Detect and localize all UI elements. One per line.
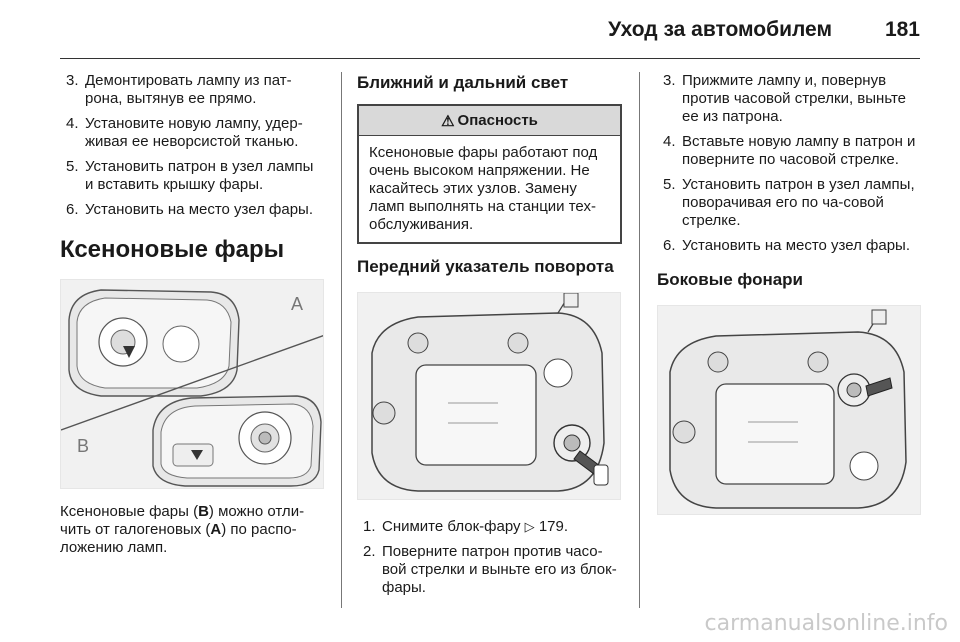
turn-signal-figure — [357, 292, 621, 500]
list-item: 4. Вставьте новую лампу в патрон и поверните по часовой стрелке. — [663, 133, 916, 168]
list-item: 3. Демонтировать лампу из пат-рона, вытянув ее прямо. — [66, 72, 292, 107]
xenon-heading: Ксеноновые фары — [60, 236, 285, 263]
low-high-beam-heading: Ближний и дальний свет — [357, 73, 569, 92]
list-item: 6. Установить на место узел фары. — [663, 237, 911, 254]
turn-signal-heading: Передний указатель поворота — [357, 257, 614, 276]
watermark: carmanualsonline.info — [704, 611, 948, 636]
danger-box — [357, 104, 622, 244]
list-item: 4. Установите новую лампу, удер-живая ее неворсистой тканью. — [66, 115, 303, 150]
side-lights-figure — [657, 305, 921, 515]
xenon-steps-list — [60, 72, 324, 219]
turn-signal-steps-list — [357, 518, 622, 597]
headlamp-comparison-figure — [60, 279, 324, 489]
warning-triangle-icon: ⚠ — [441, 112, 455, 130]
headlamp-illustration — [61, 280, 324, 489]
turn-signal-steps-continued — [657, 72, 922, 255]
turn-signal-illustration — [358, 293, 621, 500]
column-divider-1 — [341, 72, 342, 608]
cross-reference-icon[interactable]: ▷ — [524, 519, 535, 534]
page-number: 181 — [884, 18, 920, 41]
section-title: Уход за автомобилем — [608, 18, 832, 41]
page-reference[interactable]: 179. — [538, 518, 569, 535]
list-item: 5. Установить патрон в узел лампы, поворачивая его по ча-совой стрелке. — [663, 176, 915, 229]
list-item: 2. Поверните патрон против часо-вой стрелки и выньте его из блок-фары. — [363, 543, 617, 596]
column-3 — [657, 72, 922, 515]
column-1 — [60, 72, 324, 557]
danger-text: Ксеноновые фары работают под очень высоком напряжении. Не касайтесь этих узлов. Замену ламп выполнять на станции тех-обслуживания. — [369, 144, 598, 233]
danger-title: Опасность — [457, 112, 538, 129]
label-a: A — [291, 294, 304, 314]
list-item: 6. Установить на место узел фары. — [66, 201, 314, 218]
side-lights-heading: Боковые фонари — [657, 270, 804, 289]
side-lights-illustration — [658, 306, 921, 515]
label-b: B — [77, 436, 90, 456]
xenon-caption: Ксеноновые фары (B) можно отли-чить от галогеновых (A) по распо-ложению ламп. — [60, 503, 305, 556]
column-2 — [357, 72, 622, 604]
danger-header — [359, 106, 620, 136]
list-item: 5. Установить патрон в узел лампы и вставить крышку фары. — [66, 158, 314, 193]
header-divider — [60, 58, 920, 59]
list-item: 1. Снимите блок-фару ▷ 179. — [363, 518, 569, 535]
list-item: 3. Прижмите лампу и, повернув против часовой стрелки, выньте ее из патрона. — [663, 72, 907, 125]
page-header — [60, 14, 920, 54]
column-divider-2 — [639, 72, 640, 608]
